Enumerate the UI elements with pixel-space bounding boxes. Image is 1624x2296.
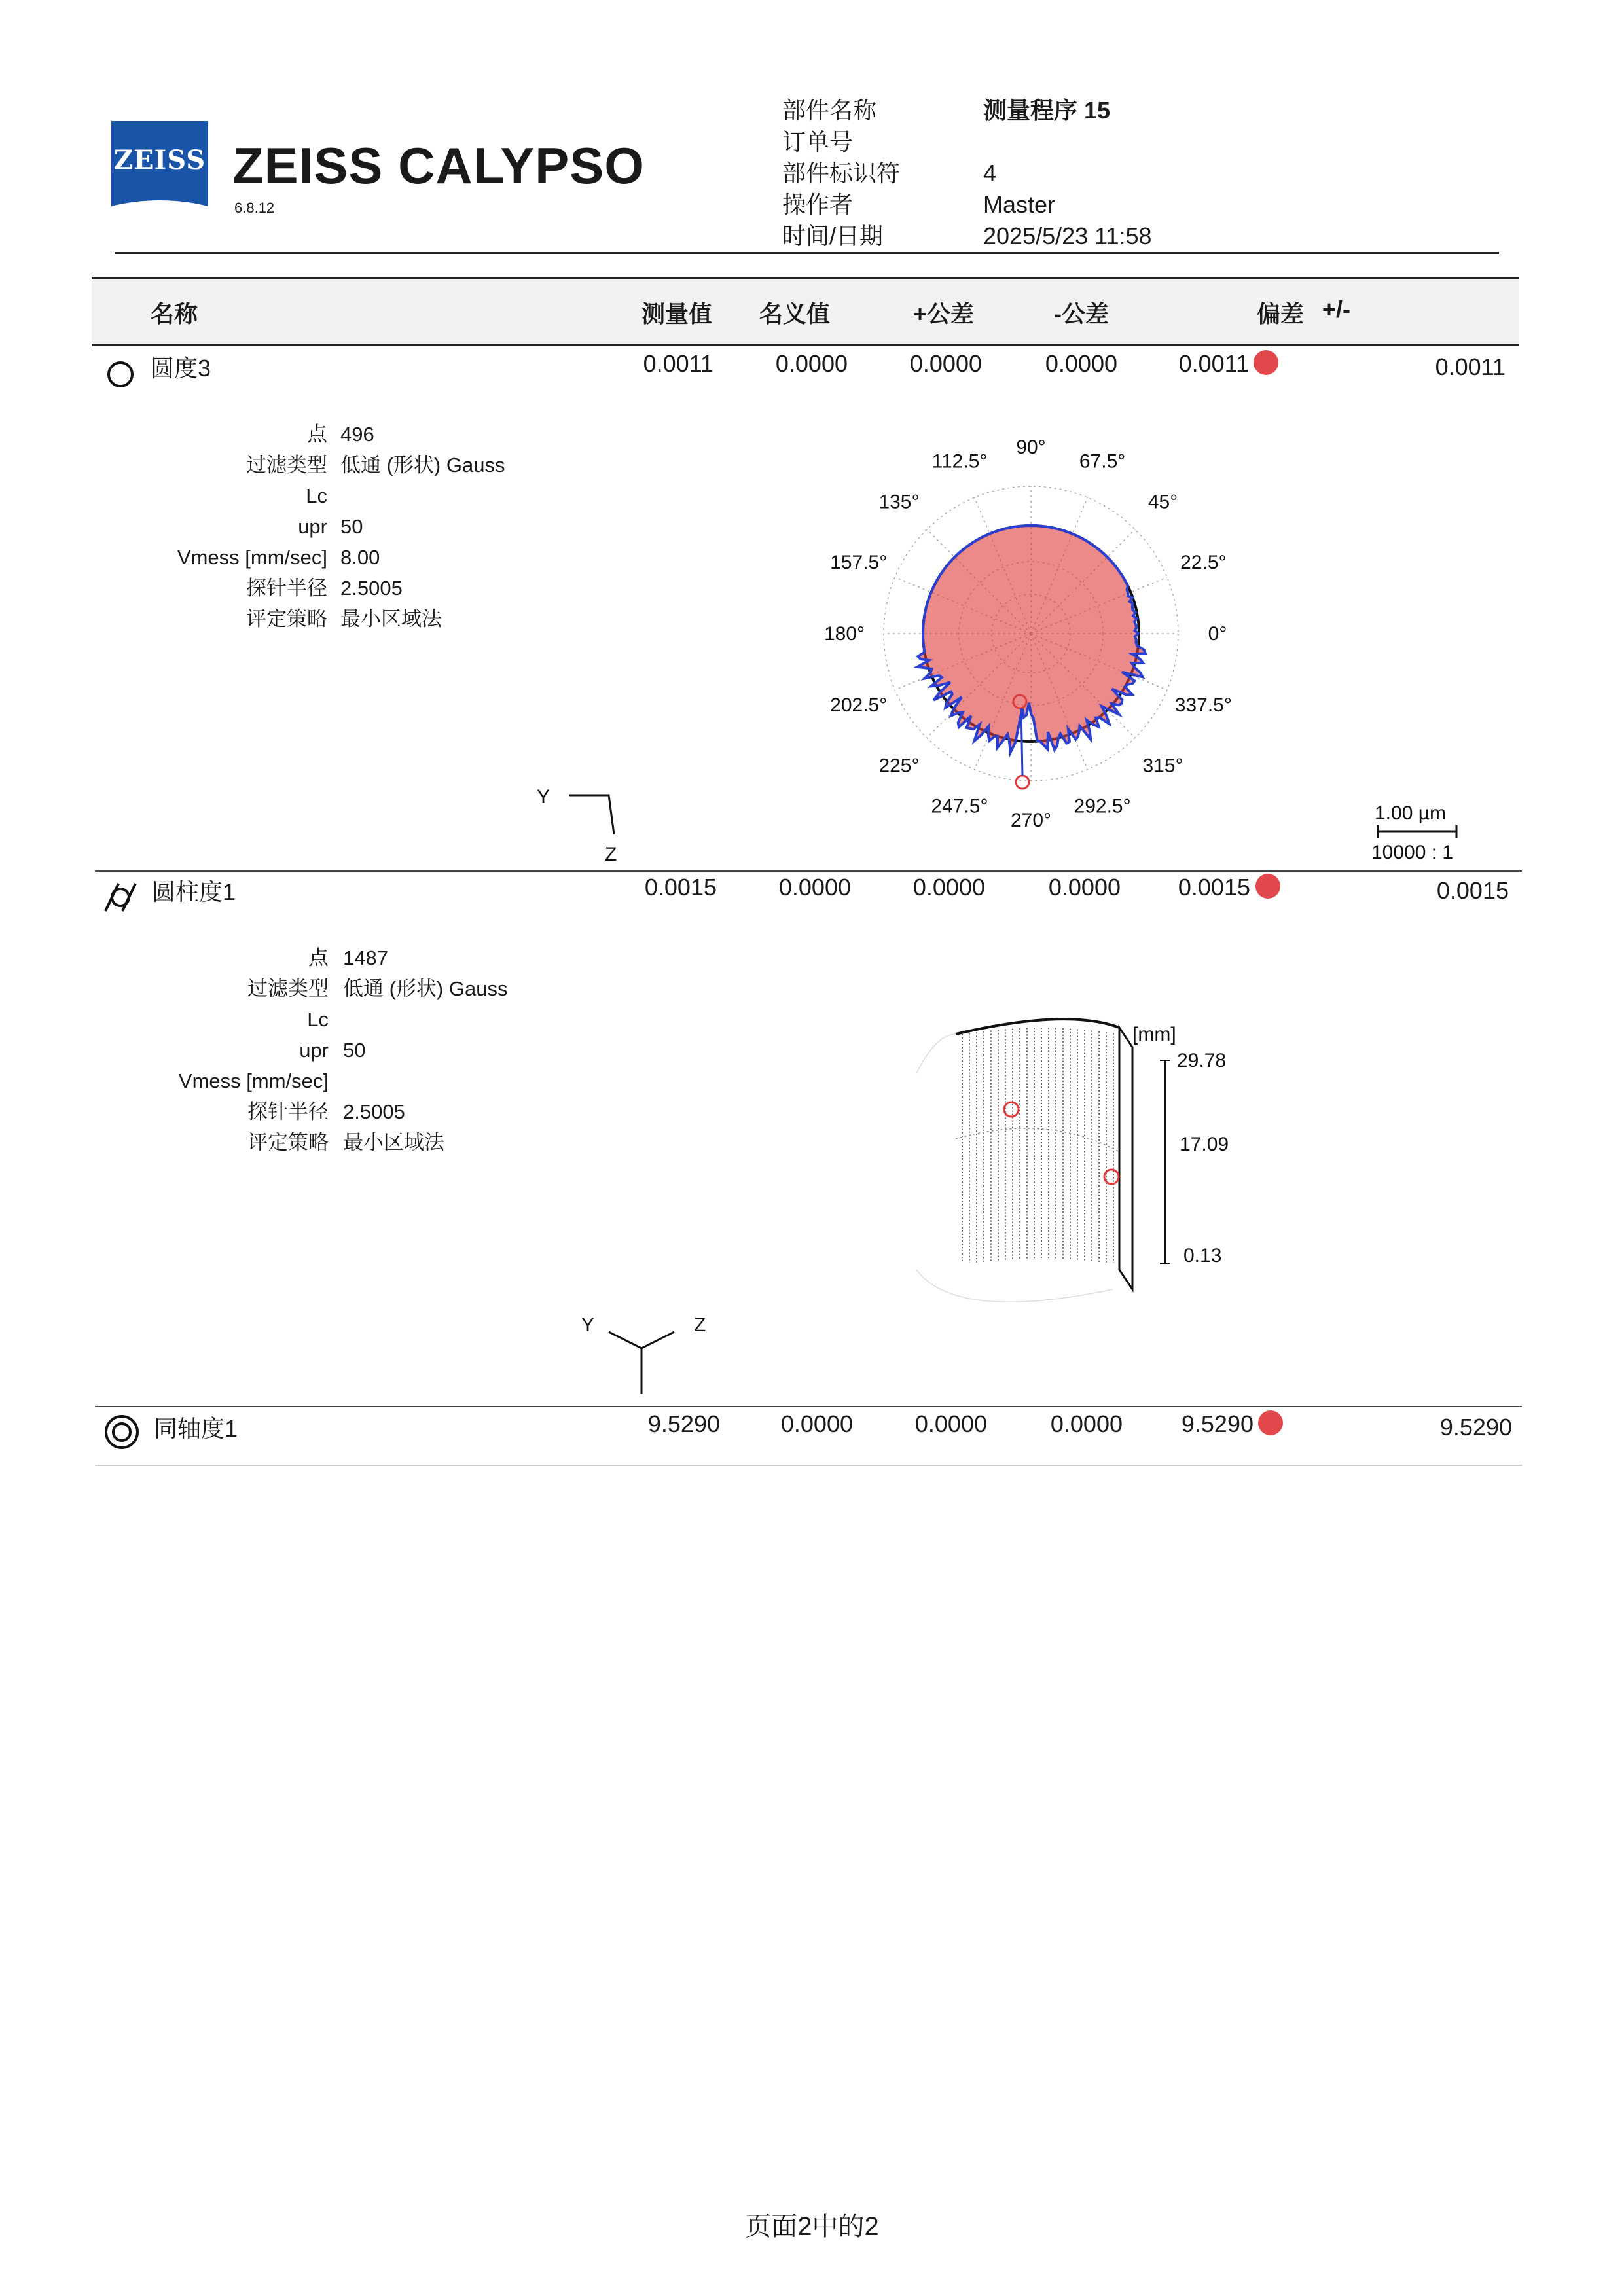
axis-indicator-3d	[569, 1309, 727, 1401]
cylindricity-right-value: 0.0015	[1436, 877, 1509, 904]
min-point-marker	[1016, 776, 1029, 789]
roundness-status-dot	[1254, 350, 1278, 375]
angle-label: 90°	[1016, 437, 1046, 458]
height-unit: [mm]	[1132, 1024, 1176, 1045]
angle-label: 112.5°	[931, 450, 988, 473]
param-value: 2.5005	[343, 1100, 405, 1123]
roundness-deviation: 0.0011	[1178, 350, 1249, 377]
axis-z-label: Z	[605, 844, 617, 865]
coaxiality-deviation: 9.5290	[1181, 1410, 1254, 1437]
param-value: 8.00	[340, 546, 380, 569]
param-value: 50	[343, 1039, 366, 1062]
peak-line	[1021, 708, 1022, 776]
angle-label: 315°	[1142, 755, 1183, 777]
scale-indicator	[1355, 798, 1486, 870]
col-upper-tol: +公差	[913, 300, 975, 327]
param-value: 低通 (形状) Gauss	[340, 454, 505, 476]
param-label: 过滤类型	[246, 454, 327, 476]
roundness-upper-tol: 0.0000	[909, 350, 982, 377]
meta-value-part-name: 测量程序 15	[983, 97, 1111, 124]
col-deviation: 偏差	[1257, 300, 1305, 327]
cylindricity-icon	[101, 877, 141, 916]
param-label: 评定策略	[247, 1131, 329, 1154]
param-label: 过滤类型	[247, 977, 329, 1000]
param-label: 点	[307, 423, 327, 446]
page-footer: 页面2中的2	[745, 2212, 879, 2241]
param-value: 2.5005	[340, 577, 403, 600]
angle-label: 225°	[878, 755, 920, 777]
cylinder-surface-lines	[962, 1028, 1113, 1263]
coaxiality-lower-tol: 0.0000	[1050, 1410, 1123, 1437]
axis-y-label: Y	[537, 786, 550, 808]
param-value: 1487	[343, 946, 388, 969]
axis-y-label: Y	[581, 1314, 595, 1336]
cylindricity-nominal: 0.0000	[778, 874, 851, 901]
height-top: 29.78	[1177, 1050, 1227, 1071]
cylindricity-status-dot	[1255, 874, 1280, 899]
col-nominal: 名义值	[759, 300, 831, 327]
angle-label: 202.5°	[830, 694, 888, 717]
col-plusminus: +/-	[1322, 296, 1351, 323]
meta-value-operator: Master	[983, 191, 1056, 218]
param-label: 探针半径	[246, 577, 327, 600]
axis-indicator	[524, 782, 641, 867]
row-divider	[95, 870, 1522, 872]
column-header-top-line	[92, 277, 1519, 279]
header-divider	[115, 252, 1499, 254]
cylindricity-deviation: 0.0015	[1178, 874, 1250, 901]
roundness-lower-tol: 0.0000	[1045, 350, 1117, 377]
param-value: 50	[340, 515, 363, 538]
app-version: 6.8.12	[234, 200, 275, 216]
angle-label: 67.5°	[1079, 450, 1126, 473]
angle-label: 45°	[1147, 491, 1178, 513]
param-value: 最小区域法	[340, 607, 442, 630]
col-name: 名称	[151, 300, 198, 327]
cylindricity-measured: 0.0015	[644, 874, 717, 901]
col-measured: 测量值	[641, 300, 713, 327]
param-label: upr	[298, 515, 327, 538]
param-value: 低通 (形状) Gauss	[343, 977, 508, 1000]
max-point-marker	[1004, 1102, 1019, 1117]
angle-label: 292.5°	[1074, 795, 1131, 817]
meta-label-operator: 操作者	[782, 191, 854, 218]
param-label: Lc	[306, 484, 327, 507]
param-label: Vmess [mm/sec]	[177, 546, 327, 569]
angle-label: 270°	[1010, 810, 1052, 831]
angle-label: 247.5°	[931, 795, 988, 817]
scale-ratio: 10000 : 1	[1371, 842, 1454, 863]
meta-label-part-id: 部件标识符	[782, 160, 901, 187]
logo-text: ZEISS	[113, 145, 206, 175]
meta-label-part-name: 部件名称	[782, 97, 877, 124]
axis-z-label: Z	[694, 1314, 706, 1336]
feature-name-cylindricity: 圆柱度1	[152, 878, 236, 905]
roundness-icon	[105, 359, 136, 390]
coaxiality-right-value: 9.5290	[1439, 1414, 1512, 1441]
angle-label: 337.5°	[1174, 694, 1232, 717]
param-label: 探针半径	[247, 1100, 329, 1123]
cylindricity-upper-tol: 0.0000	[912, 874, 985, 901]
param-label: Lc	[307, 1008, 329, 1031]
param-label: Vmess [mm/sec]	[178, 1069, 329, 1092]
coaxiality-icon	[103, 1414, 140, 1450]
feature-name-coaxiality: 同轴度1	[154, 1415, 238, 1442]
meta-label-datetime: 时间/日期	[782, 223, 884, 249]
angle-label: 180°	[823, 623, 865, 645]
height-bottom: 0.13	[1183, 1245, 1222, 1266]
param-label: 点	[308, 946, 329, 969]
roundness-right-value: 0.0011	[1435, 353, 1506, 380]
angle-label: 157.5°	[830, 551, 888, 573]
meta-label-order-no: 订单号	[782, 128, 854, 155]
angle-label: 0°	[1208, 623, 1227, 645]
roundness-measured: 0.0011	[643, 350, 713, 377]
meta-value-part-id: 4	[983, 160, 997, 187]
col-lower-tol: -公差	[1054, 300, 1109, 327]
param-value: 最小区域法	[343, 1131, 444, 1154]
zeiss-logo	[111, 121, 208, 218]
scale-value: 1.00 µm	[1375, 802, 1446, 824]
meta-value-datetime: 2025/5/23 11:58	[983, 223, 1152, 249]
column-header-bottom-line	[92, 344, 1519, 346]
coaxiality-upper-tol: 0.0000	[914, 1410, 987, 1437]
coaxiality-status-dot	[1258, 1410, 1283, 1435]
angle-label: 135°	[878, 491, 920, 513]
param-label: 评定策略	[246, 607, 327, 630]
roundness-polar-plot	[772, 406, 1296, 864]
row-divider	[95, 1465, 1522, 1466]
param-value: 496	[340, 423, 374, 446]
cylindricity-plot	[903, 1008, 1296, 1322]
row-divider	[95, 1406, 1522, 1407]
param-label: upr	[299, 1039, 329, 1062]
roundness-nominal: 0.0000	[775, 350, 848, 377]
height-mid: 17.09	[1180, 1134, 1229, 1155]
coaxiality-measured: 9.5290	[647, 1410, 720, 1437]
app-title: ZEISS CALYPSO	[232, 137, 645, 194]
coaxiality-nominal: 0.0000	[780, 1410, 853, 1437]
angle-label: 22.5°	[1180, 551, 1227, 573]
feature-name-roundness: 圆度3	[151, 355, 211, 382]
cylindricity-lower-tol: 0.0000	[1048, 874, 1121, 901]
logo-swoosh-icon	[111, 192, 208, 218]
